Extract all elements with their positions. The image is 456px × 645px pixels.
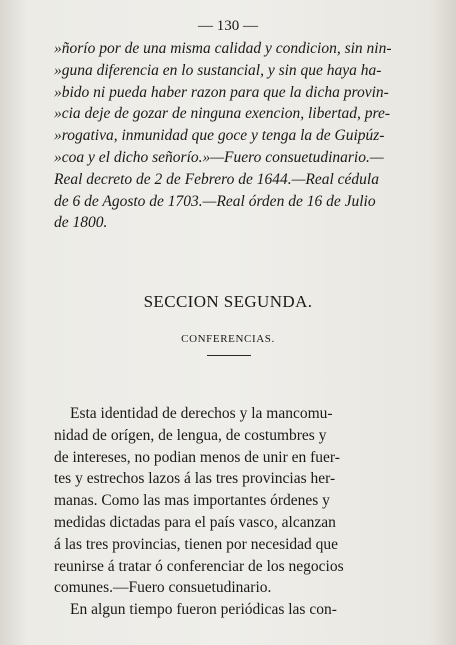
- paragraph-line: tes y estrechos lazos á las tres provincias her-: [54, 470, 336, 488]
- divider-rule: [207, 355, 251, 356]
- page-number: — 130 —: [198, 18, 258, 34]
- paragraph-line: medidas dictadas para el país vasco, alcanzan: [54, 513, 336, 531]
- paragraph-line: manas. Como las mas importantes órdenes y: [54, 492, 330, 510]
- section-subheading: CONFERENCIAS.: [181, 333, 275, 345]
- paragraph-line: En algun tiempo fueron periódicas las con-: [70, 601, 337, 619]
- paragraph-line: nidad de orígen, de lengua, de costumbres y: [54, 426, 327, 444]
- paragraph-line: de 1800.: [54, 214, 108, 232]
- paragraph-line: »cia deje de gozar de ninguna exencion, libertad, pre-: [54, 105, 391, 123]
- section-heading: SECCION SEGUNDA.: [143, 292, 313, 311]
- paragraph-line: »coa y el dicho señorío.»—Fuero consuetudinario.—: [54, 148, 384, 166]
- paragraph-line: »rogativa, inmunidad que goce y tenga la de Guipúz-: [54, 127, 385, 145]
- paragraph-line: Real decreto de 2 de Febrero de 1644.—Real cédula: [54, 170, 379, 188]
- paragraph-line: »ñorío por de una misma calidad y condicion, sin nin-: [54, 40, 392, 57]
- quoted-paragraph: [54, 38, 426, 234]
- paragraph-line: de intereses, no podian menos de unir en fuer-: [54, 448, 340, 466]
- paragraph-line: comunes.—Fuero consuetudinario.: [54, 579, 272, 597]
- body-paragraph: [54, 403, 426, 621]
- paragraph-line: »bido ni pueda haber razon para que la dicha provin-: [54, 83, 389, 101]
- paragraph-line: Esta identidad de derechos y la mancomu-: [70, 405, 333, 422]
- paragraph-line: reunirse á tratar ó conferenciar de los negocios: [54, 557, 344, 575]
- paragraph-line: »guna diferencia en lo sustancial, y sin que haya ha-: [54, 61, 382, 79]
- paragraph-line: de 6 de Agosto de 1703.—Real órden de 16 de Julio: [54, 192, 376, 210]
- paragraph-line: á las tres provincias, tienen por necesidad que: [54, 535, 339, 553]
